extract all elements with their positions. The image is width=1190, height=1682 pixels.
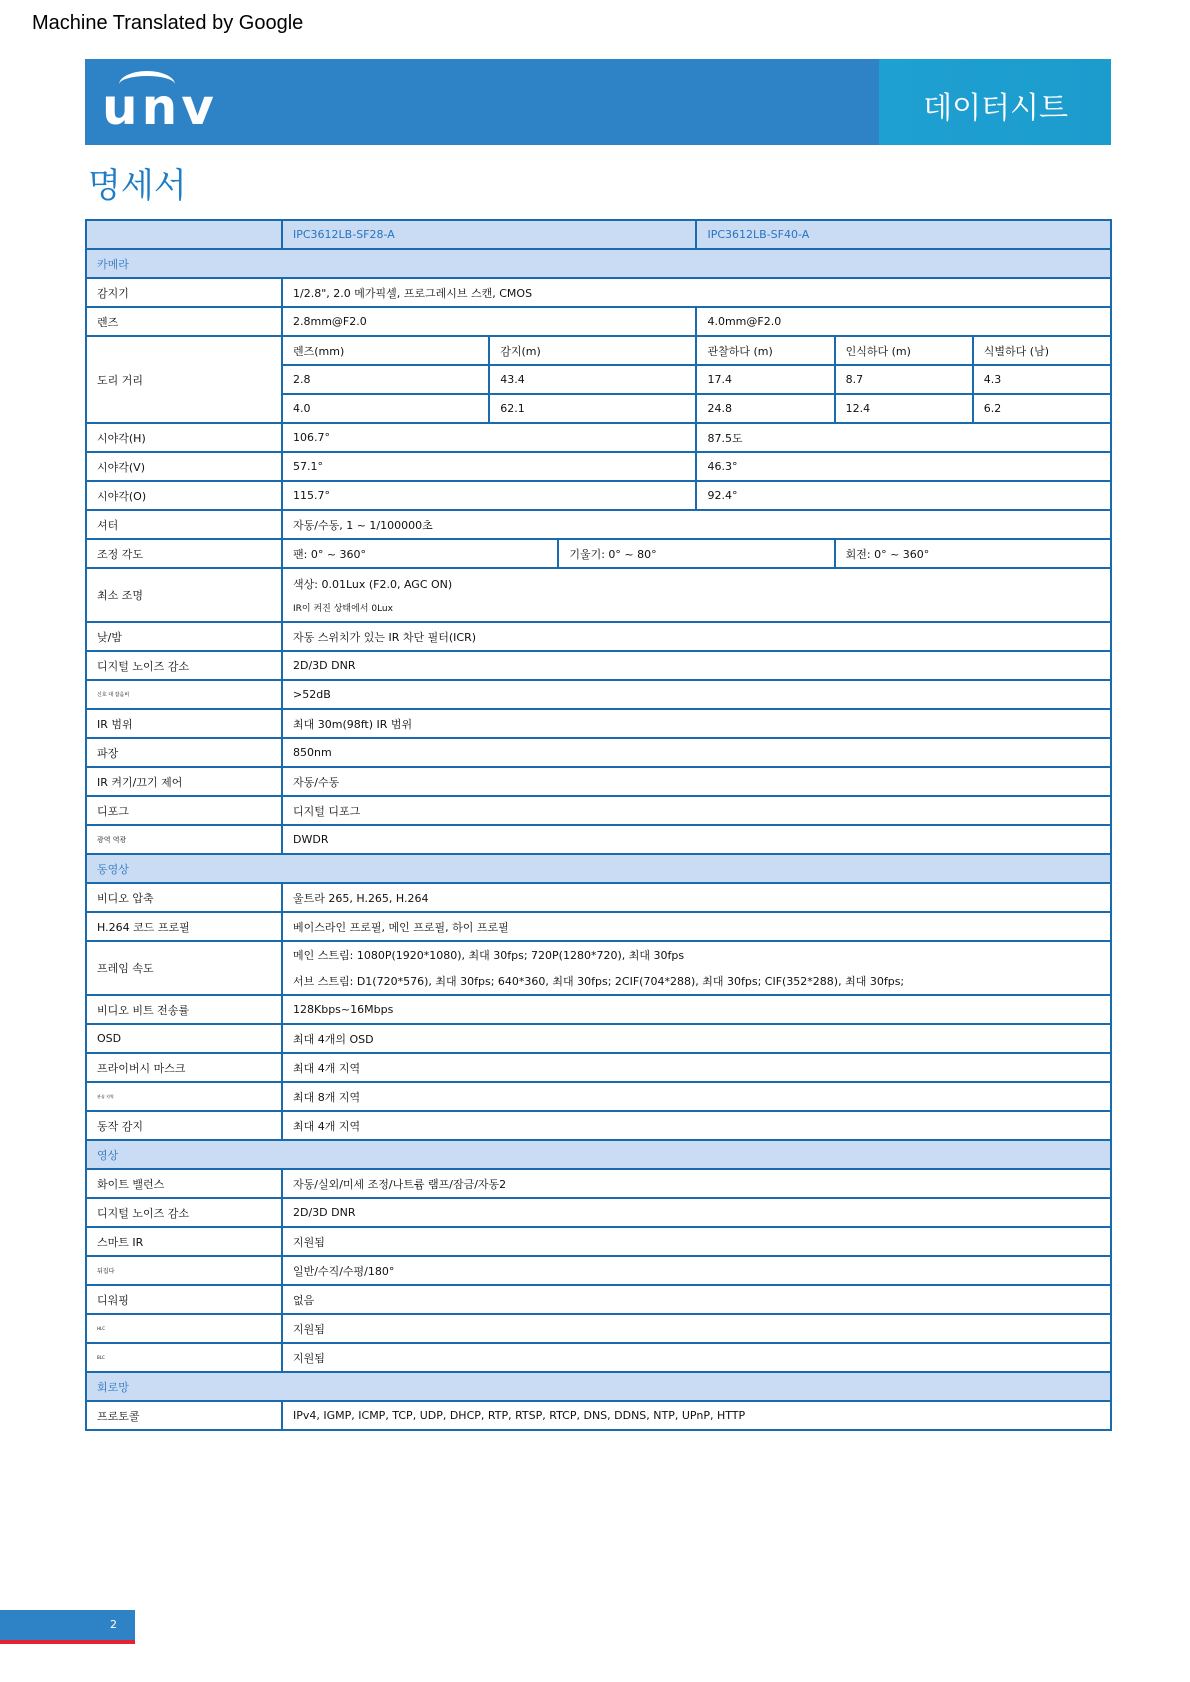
spec-value: >52dB — [282, 680, 1111, 709]
spec-value: 지원됨 — [282, 1314, 1111, 1343]
spec-value: 베이스라인 프로필, 메인 프로필, 하이 프로필 — [282, 912, 1111, 941]
spec-value: 최대 4개 지역 — [282, 1111, 1111, 1140]
document-type: 데이터시트 — [923, 91, 1068, 126]
spec-label: 시야각(V) — [86, 452, 282, 481]
spec-value: DWDR — [282, 825, 1111, 854]
spec-value: 57.1° — [282, 452, 696, 481]
dori-cell: 62.1 — [489, 394, 696, 423]
spec-label: 조정 각도 — [86, 539, 282, 568]
spec-label: 뒤집다 — [86, 1256, 282, 1285]
spec-label: 렌즈 — [86, 307, 282, 336]
spec-label: H.264 코드 프로필 — [86, 912, 282, 941]
dori-cell: 6.2 — [973, 394, 1111, 423]
dori-cell: 12.4 — [835, 394, 973, 423]
spec-label: 파장 — [86, 738, 282, 767]
spec-label: IR 범위 — [86, 709, 282, 738]
spec-label: 동작 감지 — [86, 1111, 282, 1140]
spec-value: 지원됨 — [282, 1343, 1111, 1372]
section-camera: 카메라 — [86, 249, 1111, 278]
spec-value: 106.7° — [282, 423, 696, 452]
spec-label: 스마트 IR — [86, 1227, 282, 1256]
spec-value: 지원됨 — [282, 1227, 1111, 1256]
section-image: 영상 — [86, 1140, 1111, 1169]
spec-label: 프라이버시 마스크 — [86, 1053, 282, 1082]
spec-value: 디지털 디포그 — [282, 796, 1111, 825]
dori-cell: 24.8 — [696, 394, 834, 423]
spec-label: 낮/밤 — [86, 622, 282, 651]
spec-value: 최대 30m(98ft) IR 범위 — [282, 709, 1111, 738]
section-network: 회로망 — [86, 1372, 1111, 1401]
spec-value: 기울기: 0° ~ 80° — [558, 539, 834, 568]
spec-value: IPv4, IGMP, ICMP, TCP, UDP, DHCP, RTP, RTSP, RTCP, DNS, DDNS, NTP, UPnP, HTTP — [282, 1401, 1111, 1430]
dori-cell: 2.8 — [282, 365, 489, 394]
spec-value — [282, 568, 1111, 622]
illum-line-2: IR이 켜진 상태에서 0Lux — [293, 604, 393, 614]
spec-label: 비디오 압축 — [86, 883, 282, 912]
spec-value: 자동/수동, 1 ~ 1/100000초 — [282, 510, 1111, 539]
spec-label: HLC — [86, 1314, 282, 1343]
frame-rate-line-2: 서브 스트림: D1(720*576), 최대 30fps; 640*360, 최대 30fps; 2CIF(704*288), 최대 30fps; CIF(352*288), 최대 30fps; — [293, 975, 905, 988]
model-2: IPC3612LB-SF40-A — [696, 220, 1111, 249]
page-number: 2 — [110, 1618, 117, 1631]
spec-value: 팬: 0° ~ 360° — [282, 539, 558, 568]
spec-label: BLC — [86, 1343, 282, 1372]
brand-logo: unv — [102, 78, 218, 136]
dori-cell: 4.0 — [282, 394, 489, 423]
spec-table — [85, 219, 1112, 1431]
spec-value: 850nm — [282, 738, 1111, 767]
spec-label: 화이트 밸런스 — [86, 1169, 282, 1198]
dori-header: 감지(m) — [489, 336, 696, 365]
dori-cell: 17.4 — [696, 365, 834, 394]
frame-rate-line-1: 메인 스트림: 1080P(1920*1080), 최대 30fps; 720P(1280*720), 최대 30fps — [293, 949, 685, 962]
spec-value: 128Kbps~16Mbps — [282, 995, 1111, 1024]
dori-header: 인식하다 (m) — [835, 336, 973, 365]
spec-label: 감지기 — [86, 278, 282, 307]
spec-value: 없음 — [282, 1285, 1111, 1314]
spec-value: 4.0mm@F2.0 — [696, 307, 1111, 336]
dori-cell: 8.7 — [835, 365, 973, 394]
spec-value: 자동 스위치가 있는 IR 차단 필터(ICR) — [282, 622, 1111, 651]
spec-label: 신호 대 잡음비 — [86, 680, 282, 709]
illum-line-1: 색상: 0.01Lux (F2.0, AGC ON) — [293, 578, 453, 591]
model-header-row — [86, 220, 1111, 249]
spec-label: 시야각(O) — [86, 481, 282, 510]
spec-label: 디지털 노이즈 감소 — [86, 651, 282, 680]
spec-label: 비디오 비트 전송률 — [86, 995, 282, 1024]
spec-value: 최대 8개 지역 — [282, 1082, 1111, 1111]
dori-cell: 4.3 — [973, 365, 1111, 394]
spec-value: 최대 4개 지역 — [282, 1053, 1111, 1082]
spec-label: 광역 역광 — [86, 825, 282, 854]
section-video: 동영상 — [86, 854, 1111, 883]
spec-value: 87.5도 — [696, 423, 1111, 452]
spec-value: 일반/수직/수평/180° — [282, 1256, 1111, 1285]
spec-label: 시야각(H) — [86, 423, 282, 452]
dori-header: 관찰하다 (m) — [696, 336, 834, 365]
spec-label: IR 켜기/끄기 제어 — [86, 767, 282, 796]
spec-value: 2D/3D DNR — [282, 1198, 1111, 1227]
spec-value: 회전: 0° ~ 360° — [835, 539, 1111, 568]
spec-value: 46.3° — [696, 452, 1111, 481]
spec-label: 디워핑 — [86, 1285, 282, 1314]
spec-label: 도리 거리 — [86, 336, 282, 423]
spec-value: 115.7° — [282, 481, 696, 510]
spec-label: 관심 지역 — [86, 1082, 282, 1111]
spec-value: 자동/수동 — [282, 767, 1111, 796]
page-title: 명세서 — [88, 166, 187, 206]
spec-label: 디포그 — [86, 796, 282, 825]
spec-label: 셔터 — [86, 510, 282, 539]
spec-label: OSD — [86, 1024, 282, 1053]
spec-value: 2D/3D DNR — [282, 651, 1111, 680]
spec-value: 최대 4개의 OSD — [282, 1024, 1111, 1053]
spec-value: 자동/실외/미세 조정/나트륨 램프/잠금/자동2 — [282, 1169, 1111, 1198]
model-header-blank — [86, 220, 282, 249]
dori-header: 렌즈(mm) — [282, 336, 489, 365]
spec-label: 프로토콜 — [86, 1401, 282, 1430]
spec-value: 92.4° — [696, 481, 1111, 510]
spec-label: 프레임 속도 — [86, 941, 282, 995]
spec-label: 최소 조명 — [86, 568, 282, 622]
spec-value: 울트라 265, H.265, H.264 — [282, 883, 1111, 912]
dori-header: 식별하다 (남) — [973, 336, 1111, 365]
spec-value — [282, 941, 1111, 995]
dori-cell: 43.4 — [489, 365, 696, 394]
page-footer — [0, 1610, 135, 1644]
model-1: IPC3612LB-SF28-A — [282, 220, 696, 249]
spec-label: 디지털 노이즈 감소 — [86, 1198, 282, 1227]
machine-translation-notice: Machine Translated by Google — [32, 12, 304, 34]
spec-value: 2.8mm@F2.0 — [282, 307, 696, 336]
spec-value: 1/2.8", 2.0 메가픽셀, 프로그레시브 스캔, CMOS — [282, 278, 1111, 307]
